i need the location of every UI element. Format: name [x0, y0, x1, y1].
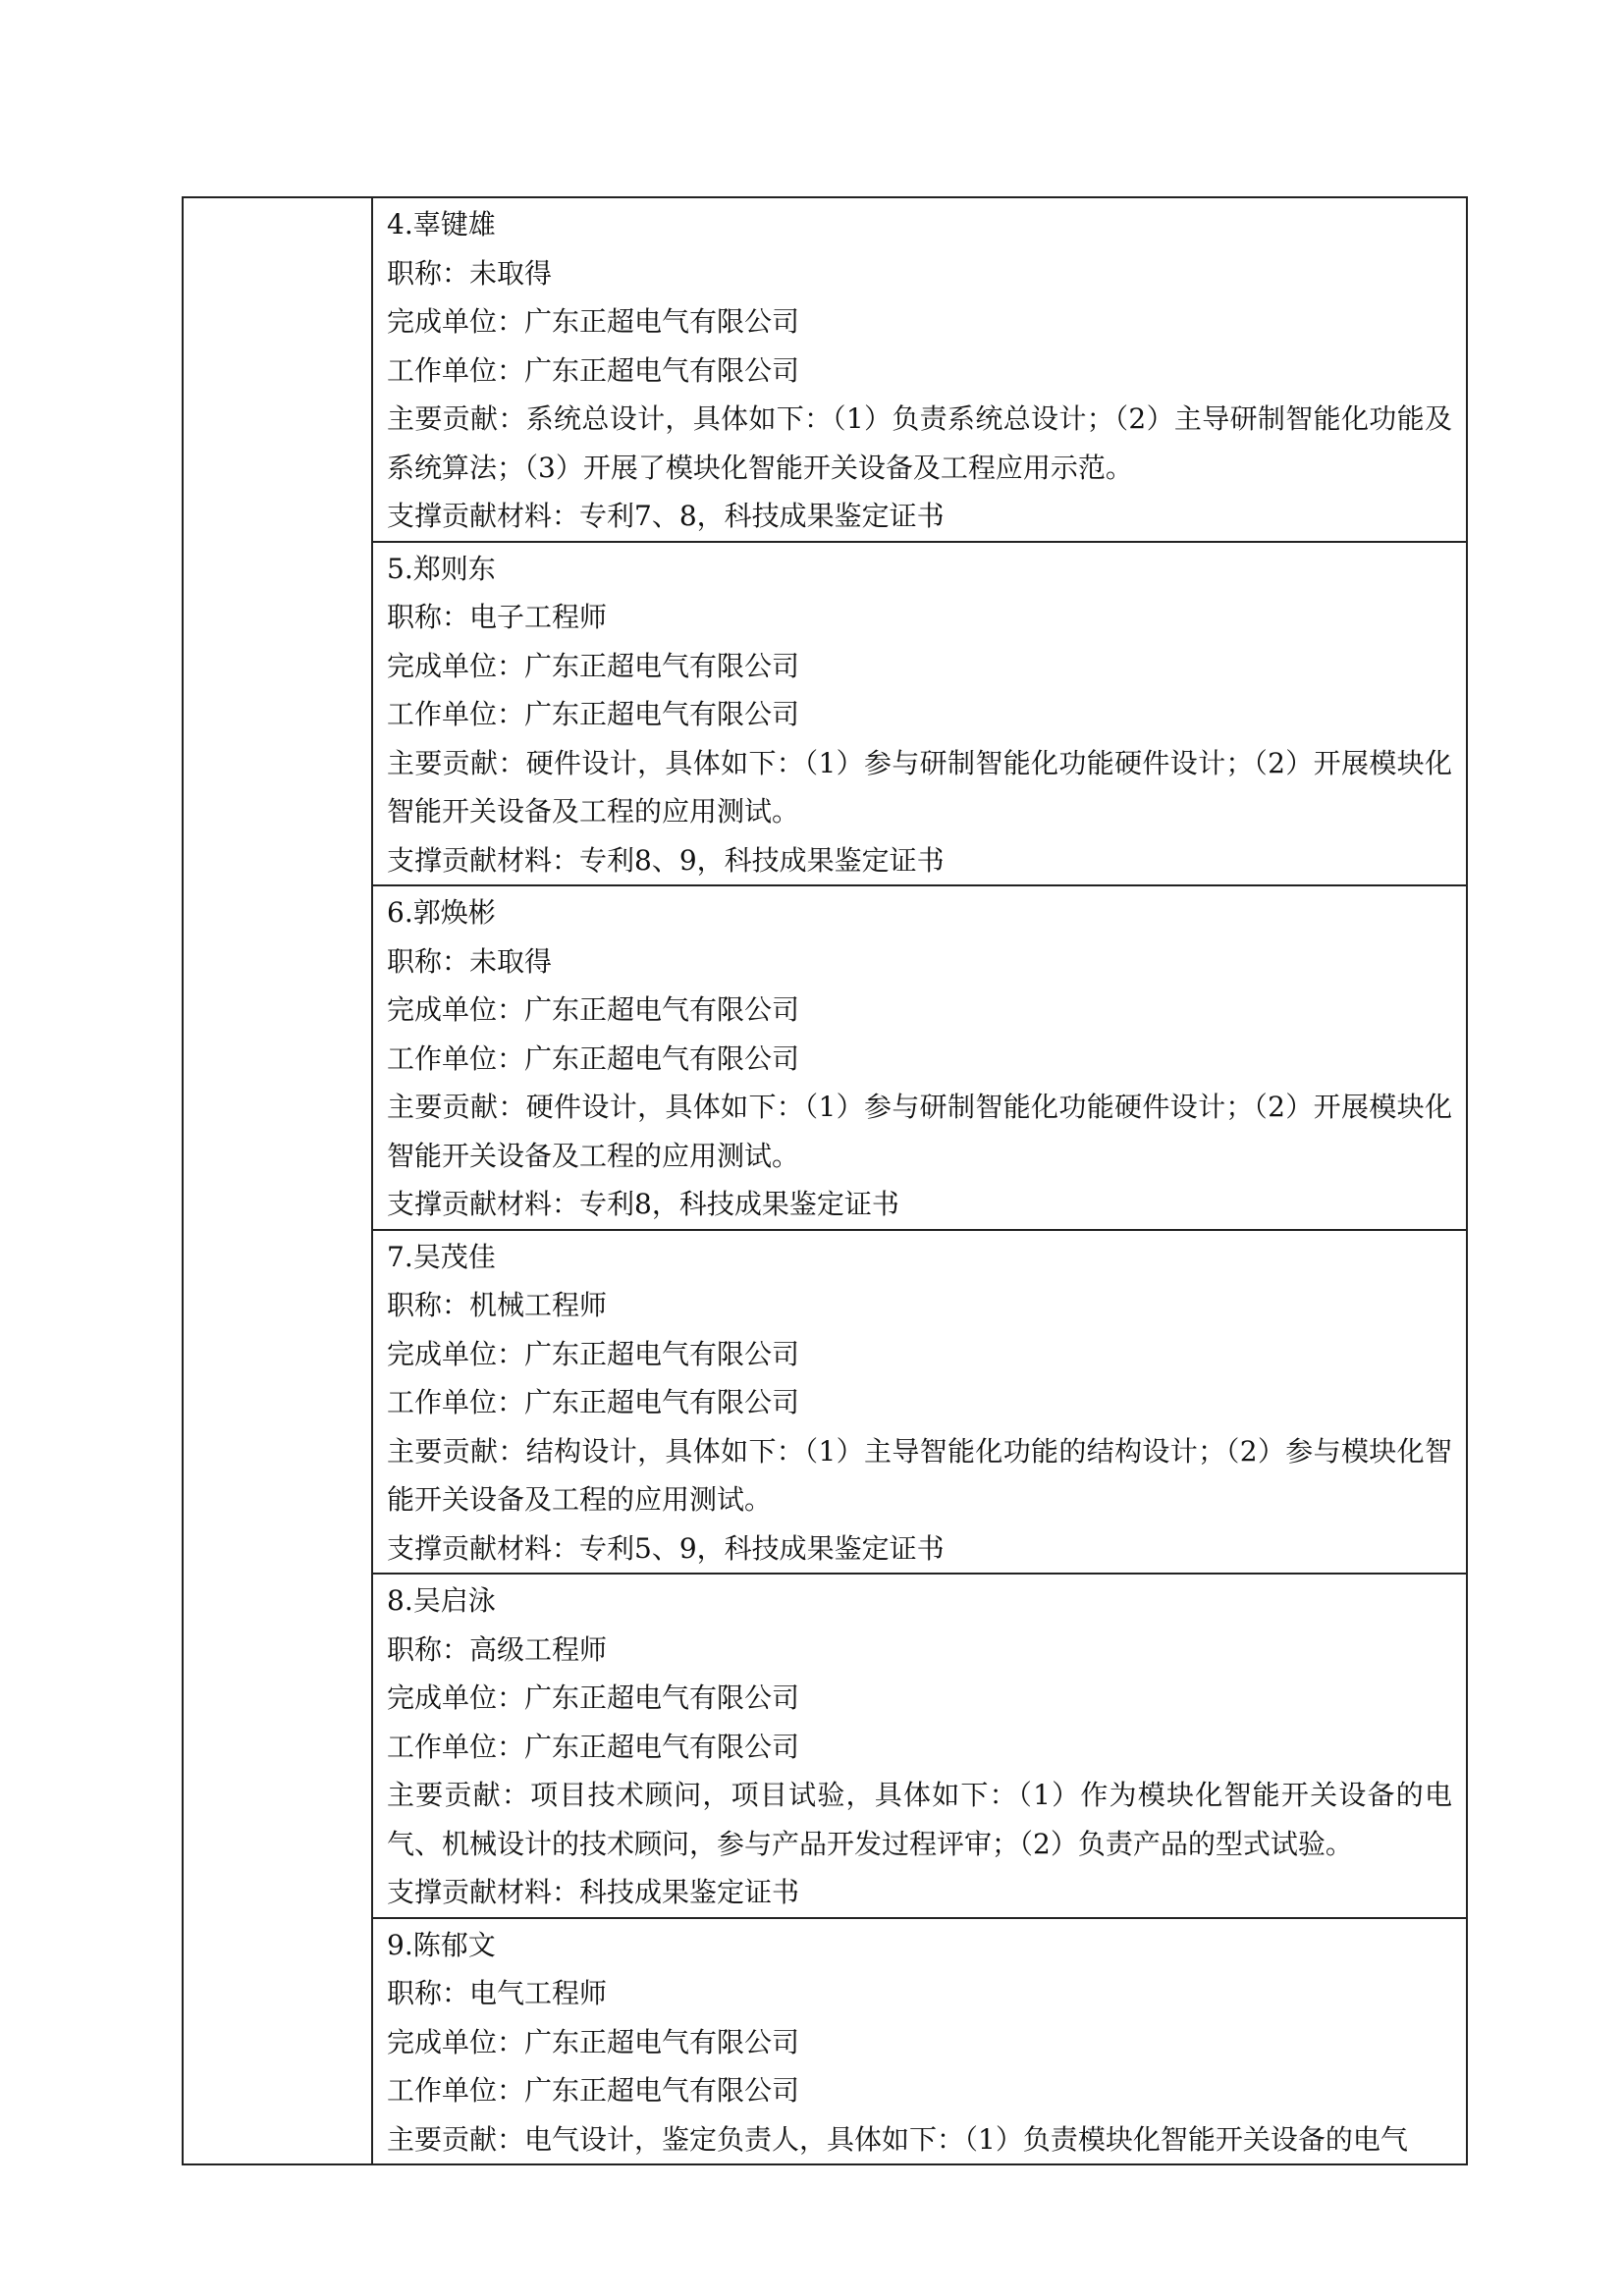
- person-cell: [372, 197, 1467, 542]
- person-cell: [372, 885, 1467, 1230]
- table-row: [183, 542, 1467, 886]
- person-heading: 4.辜键雄: [387, 208, 496, 240]
- person-completion-unit: 完成单位：广东正超电气有限公司: [387, 649, 800, 682]
- person-cell: [372, 1918, 1467, 2165]
- person-entry: [387, 543, 1452, 885]
- person-support: 支撑贡献材料：专利7、8，科技成果鉴定证书: [387, 500, 945, 532]
- table-row: [183, 1574, 1467, 1918]
- person-cell: [372, 1230, 1467, 1575]
- person-completion-unit: 完成单位：广东正超电气有限公司: [387, 1682, 800, 1714]
- table-row: [183, 885, 1467, 1230]
- person-work-unit: 工作单位：广东正超电气有限公司: [387, 698, 800, 730]
- person-work-unit: 工作单位：广东正超电气有限公司: [387, 2074, 800, 2107]
- person-entry: [387, 1231, 1452, 1574]
- person-heading: 8.吴启泳: [387, 1584, 496, 1617]
- person-work-unit: 工作单位：广东正超电气有限公司: [387, 1041, 800, 1075]
- person-title: 职称：机械工程师: [387, 1289, 608, 1321]
- person-contribution: 主要贡献：电气设计，鉴定负责人，具体如下：（1）负责模块化智能开关设备的电气: [387, 2122, 1408, 2156]
- person-support: 支撑贡献材料：专利5、9，科技成果鉴定证书: [387, 1531, 945, 1565]
- table-row: [183, 1230, 1467, 1575]
- person-entry: [387, 886, 1452, 1229]
- person-title: 职称：未取得: [387, 944, 553, 978]
- person-title: 职称：未取得: [387, 256, 553, 290]
- person-completion-unit: 完成单位：广东正超电气有限公司: [387, 305, 800, 338]
- person-contribution: 主要贡献：硬件设计，具体如下：（1）参与研制智能化功能硬件设计；（2）开展模块化智能开关设备及工程的应用测试。: [387, 746, 1452, 828]
- person-completion-unit: 完成单位：广东正超电气有限公司: [387, 1337, 800, 1370]
- left-column-cell: [183, 197, 372, 2164]
- person-contribution: 主要贡献：系统总设计，具体如下：（1）负责系统总设计；（2）主导研制智能化功能及系统算法；（3）开展了模块化智能开关设备及工程应用示范。: [387, 402, 1452, 484]
- person-heading: 5.郑则东: [387, 552, 496, 585]
- person-support: 支撑贡献材料：专利8、9，科技成果鉴定证书: [387, 843, 945, 877]
- person-contribution: 主要贡献：项目技术顾问，项目试验，具体如下：（1）作为模块化智能开关设备的电气、机械设计的技术顾问，参与产品开发过程评审；（2）负责产品的型式试验。: [387, 1779, 1452, 1860]
- person-title: 职称：电子工程师: [387, 601, 608, 633]
- person-work-unit: 工作单位：广东正超电气有限公司: [387, 1730, 800, 1763]
- contributors-table: [182, 196, 1468, 2165]
- person-contribution: 主要贡献：结构设计，具体如下：（1）主导智能化功能的结构设计；（2）参与模块化智能开关设备及工程的应用测试。: [387, 1434, 1452, 1516]
- person-entry: [387, 1575, 1452, 1917]
- person-cell: [372, 1574, 1467, 1918]
- person-heading: 6.郭焕彬: [387, 896, 496, 929]
- person-title: 职称：高级工程师: [387, 1632, 608, 1666]
- person-entry: [387, 1919, 1452, 2164]
- person-heading: 9.陈郁文: [387, 1928, 496, 1961]
- person-contribution: 主要贡献：硬件设计，具体如下：（1）参与研制智能化功能硬件设计；（2）开展模块化智能开关设备及工程的应用测试。: [387, 1091, 1452, 1172]
- person-heading: 7.吴茂佳: [387, 1240, 496, 1273]
- table-row: [183, 1918, 1467, 2165]
- person-entry: [387, 198, 1452, 541]
- table-row: [183, 197, 1467, 542]
- person-work-unit: 工作单位：广东正超电气有限公司: [387, 353, 800, 387]
- person-title: 职称：电气工程师: [387, 1977, 608, 2009]
- person-cell: [372, 542, 1467, 886]
- person-support: 支撑贡献材料：专利8，科技成果鉴定证书: [387, 1188, 899, 1220]
- person-completion-unit: 完成单位：广东正超电气有限公司: [387, 993, 800, 1026]
- person-work-unit: 工作单位：广东正超电气有限公司: [387, 1386, 800, 1418]
- person-support: 支撑贡献材料：科技成果鉴定证书: [387, 1876, 800, 1908]
- person-completion-unit: 完成单位：广东正超电气有限公司: [387, 2025, 800, 2058]
